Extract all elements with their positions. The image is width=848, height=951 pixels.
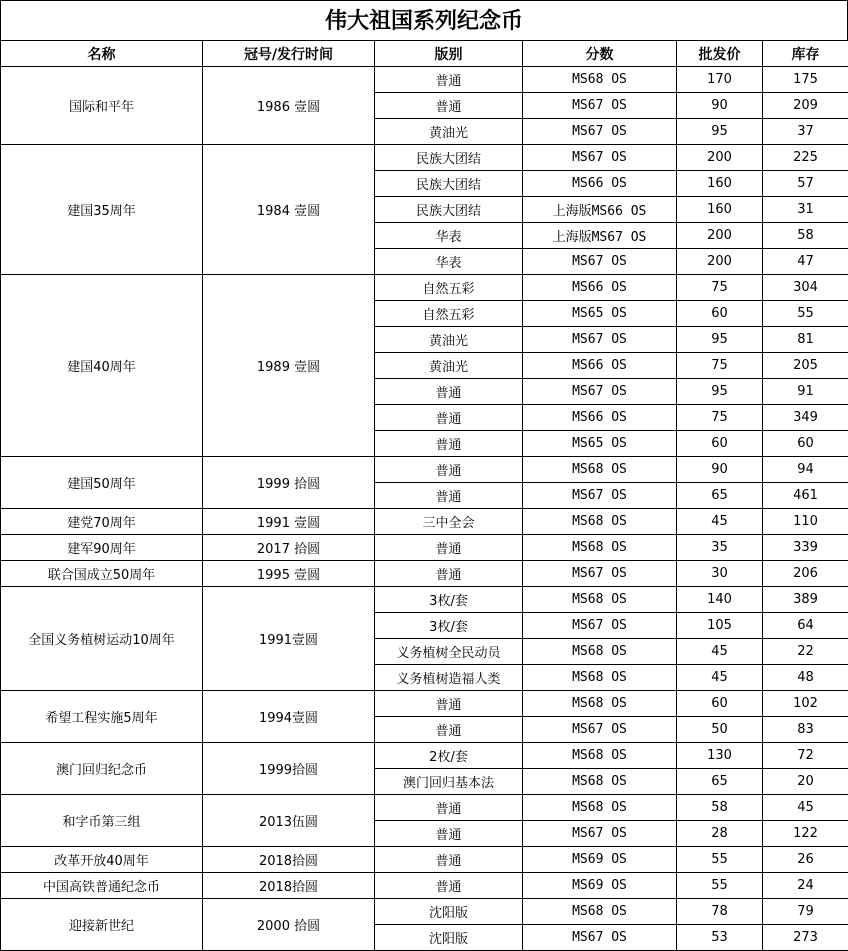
edition-cell[interactable]: 3枚/套: [375, 587, 523, 613]
grade-cell[interactable]: MS68 OS: [523, 769, 677, 795]
grade-cell[interactable]: MS67 OS: [523, 249, 677, 275]
price-cell[interactable]: 30: [677, 561, 763, 587]
price-cell[interactable]: 200: [677, 223, 763, 249]
edition-cell[interactable]: 普通: [375, 561, 523, 587]
grade-cell[interactable]: MS66 OS: [523, 275, 677, 301]
table-row: [1, 587, 848, 613]
price-cell[interactable]: 105: [677, 613, 763, 639]
grade-cell[interactable]: MS68 OS: [523, 743, 677, 769]
edition-cell[interactable]: 沈阳版: [375, 899, 523, 925]
price-cell[interactable]: 95: [677, 327, 763, 353]
edition-cell[interactable]: 普通: [375, 405, 523, 431]
stock-cell[interactable]: 72: [763, 743, 848, 769]
grade-cell[interactable]: MS65 OS: [523, 431, 677, 457]
header-issue: 冠号/发行时间: [203, 41, 375, 67]
stock-cell[interactable]: 206: [763, 561, 848, 587]
stock-cell[interactable]: 60: [763, 431, 848, 457]
stock-cell[interactable]: 461: [763, 483, 848, 509]
coin-name-cell[interactable]: 建国50周年: [1, 457, 203, 509]
table-row: [1, 145, 848, 171]
edition-cell[interactable]: 普通: [375, 483, 523, 509]
issue-cell[interactable]: 2017 拾圆: [203, 535, 375, 561]
stock-cell[interactable]: 389: [763, 587, 848, 613]
grade-cell[interactable]: MS67 OS: [523, 821, 677, 847]
stock-cell[interactable]: 122: [763, 821, 848, 847]
price-cell[interactable]: 58: [677, 795, 763, 821]
table-row: [1, 691, 848, 717]
stock-cell[interactable]: 79: [763, 899, 848, 925]
stock-cell[interactable]: 304: [763, 275, 848, 301]
price-cell[interactable]: 65: [677, 483, 763, 509]
stock-cell[interactable]: 24: [763, 873, 848, 899]
edition-cell[interactable]: 2枚/套: [375, 743, 523, 769]
grade-cell[interactable]: MS67 OS: [523, 119, 677, 145]
grade-cell[interactable]: MS66 OS: [523, 353, 677, 379]
edition-cell[interactable]: 华表: [375, 223, 523, 249]
edition-cell[interactable]: 民族大团结: [375, 145, 523, 171]
table-row: [1, 457, 848, 483]
coin-name-cell[interactable]: 全国义务植树运动10周年: [1, 587, 203, 691]
grade-cell[interactable]: MS67 OS: [523, 717, 677, 743]
issue-cell[interactable]: 2018拾圆: [203, 847, 375, 873]
stock-cell[interactable]: 102: [763, 691, 848, 717]
issue-cell[interactable]: 2018拾圆: [203, 873, 375, 899]
table-row: [1, 899, 848, 925]
table-row: [1, 509, 848, 535]
price-cell[interactable]: 45: [677, 509, 763, 535]
coin-name-cell[interactable]: 国际和平年: [1, 67, 203, 145]
grade-cell[interactable]: MS67 OS: [523, 93, 677, 119]
grade-cell[interactable]: MS66 OS: [523, 405, 677, 431]
grade-cell[interactable]: MS67 OS: [523, 925, 677, 951]
price-cell[interactable]: 90: [677, 457, 763, 483]
edition-cell[interactable]: 3枚/套: [375, 613, 523, 639]
table-row: [1, 275, 848, 301]
grade-cell[interactable]: MS68 OS: [523, 509, 677, 535]
issue-cell[interactable]: 1991 壹圆: [203, 509, 375, 535]
table-row: [1, 561, 848, 587]
grade-cell[interactable]: MS67 OS: [523, 561, 677, 587]
stock-cell[interactable]: 349: [763, 405, 848, 431]
price-cell[interactable]: 60: [677, 301, 763, 327]
coin-name-cell[interactable]: 建国35周年: [1, 145, 203, 275]
coin-name-cell[interactable]: 澳门回归纪念币: [1, 743, 203, 795]
grade-cell[interactable]: MS68 OS: [523, 639, 677, 665]
issue-cell[interactable]: 1989 壹圆: [203, 275, 375, 457]
issue-cell[interactable]: 1984 壹圆: [203, 145, 375, 275]
price-cell[interactable]: 160: [677, 171, 763, 197]
issue-cell[interactable]: 1991壹圆: [203, 587, 375, 691]
edition-cell[interactable]: 普通: [375, 795, 523, 821]
price-cell[interactable]: 78: [677, 899, 763, 925]
coin-name-cell[interactable]: 建国40周年: [1, 275, 203, 457]
price-cell[interactable]: 45: [677, 665, 763, 691]
stock-cell[interactable]: 31: [763, 197, 848, 223]
grade-cell[interactable]: MS66 OS: [523, 171, 677, 197]
stock-cell[interactable]: 273: [763, 925, 848, 951]
stock-cell[interactable]: 225: [763, 145, 848, 171]
stock-cell[interactable]: 83: [763, 717, 848, 743]
grade-cell[interactable]: MS67 OS: [523, 613, 677, 639]
edition-cell[interactable]: 普通: [375, 821, 523, 847]
price-cell[interactable]: 55: [677, 873, 763, 899]
price-cell[interactable]: 170: [677, 67, 763, 93]
grade-cell[interactable]: MS67 OS: [523, 379, 677, 405]
stock-cell[interactable]: 37: [763, 119, 848, 145]
stock-cell[interactable]: 58: [763, 223, 848, 249]
grade-cell[interactable]: MS68 OS: [523, 899, 677, 925]
edition-cell[interactable]: 澳门回归基本法: [375, 769, 523, 795]
table-row: [1, 847, 848, 873]
edition-cell[interactable]: 普通: [375, 431, 523, 457]
table-row: [1, 535, 848, 561]
edition-cell[interactable]: 自然五彩: [375, 301, 523, 327]
price-cell[interactable]: 60: [677, 431, 763, 457]
table-row: [1, 873, 848, 899]
stock-cell[interactable]: 209: [763, 93, 848, 119]
edition-cell[interactable]: 普通: [375, 379, 523, 405]
stock-cell[interactable]: 205: [763, 353, 848, 379]
price-cell[interactable]: 45: [677, 639, 763, 665]
stock-cell[interactable]: 57: [763, 171, 848, 197]
grade-cell[interactable]: MS68 OS: [523, 587, 677, 613]
grade-cell[interactable]: MS68 OS: [523, 795, 677, 821]
edition-cell[interactable]: 民族大团结: [375, 197, 523, 223]
edition-cell[interactable]: 黄油光: [375, 119, 523, 145]
price-cell[interactable]: 75: [677, 353, 763, 379]
table-row: [1, 743, 848, 769]
edition-cell[interactable]: 华表: [375, 249, 523, 275]
issue-cell[interactable]: 1986 壹圆: [203, 67, 375, 145]
edition-cell[interactable]: 普通: [375, 873, 523, 899]
grade-cell[interactable]: MS68 OS: [523, 535, 677, 561]
stock-cell[interactable]: 339: [763, 535, 848, 561]
edition-cell[interactable]: 义务植树全民动员: [375, 639, 523, 665]
price-cell[interactable]: 50: [677, 717, 763, 743]
edition-cell[interactable]: 黄油光: [375, 353, 523, 379]
issue-cell[interactable]: 2013伍圆: [203, 795, 375, 847]
stock-cell[interactable]: 20: [763, 769, 848, 795]
edition-cell[interactable]: 自然五彩: [375, 275, 523, 301]
grade-cell[interactable]: MS67 OS: [523, 327, 677, 353]
header-stock: 库存: [763, 41, 848, 67]
stock-cell[interactable]: 94: [763, 457, 848, 483]
coin-table: [0, 40, 848, 951]
header-grade: 分数: [523, 41, 677, 67]
edition-cell[interactable]: 义务植树造福人类: [375, 665, 523, 691]
price-cell[interactable]: 35: [677, 535, 763, 561]
table-body: [1, 67, 848, 951]
table-row: [1, 67, 848, 93]
price-cell[interactable]: 60: [677, 691, 763, 717]
edition-cell[interactable]: 普通: [375, 847, 523, 873]
grade-cell[interactable]: MS68 OS: [523, 691, 677, 717]
stock-cell[interactable]: 55: [763, 301, 848, 327]
edition-cell[interactable]: 黄油光: [375, 327, 523, 353]
grade-cell[interactable]: 上海版MS66 OS: [523, 197, 677, 223]
issue-cell[interactable]: 2000 拾圆: [203, 899, 375, 951]
header-edition: 版别: [375, 41, 523, 67]
edition-cell[interactable]: 普通: [375, 717, 523, 743]
coin-name-cell[interactable]: 建军90周年: [1, 535, 203, 561]
price-cell[interactable]: 28: [677, 821, 763, 847]
grade-cell[interactable]: 上海版MS67 OS: [523, 223, 677, 249]
stock-cell[interactable]: 81: [763, 327, 848, 353]
coin-name-cell[interactable]: 迎接新世纪: [1, 899, 203, 951]
grade-cell[interactable]: MS65 OS: [523, 301, 677, 327]
price-cell[interactable]: 160: [677, 197, 763, 223]
header-row: [1, 41, 848, 67]
grade-cell[interactable]: MS67 OS: [523, 145, 677, 171]
grade-cell[interactable]: MS68 OS: [523, 457, 677, 483]
edition-cell[interactable]: 普通: [375, 691, 523, 717]
issue-cell[interactable]: 1999 拾圆: [203, 457, 375, 509]
stock-cell[interactable]: 175: [763, 67, 848, 93]
coin-name-cell[interactable]: 建党70周年: [1, 509, 203, 535]
table-row: [1, 795, 848, 821]
price-cell[interactable]: 200: [677, 249, 763, 275]
grade-cell[interactable]: MS69 OS: [523, 847, 677, 873]
edition-cell[interactable]: 沈阳版: [375, 925, 523, 951]
price-cell[interactable]: 75: [677, 275, 763, 301]
price-cell[interactable]: 75: [677, 405, 763, 431]
grade-cell[interactable]: MS68 OS: [523, 665, 677, 691]
issue-cell[interactable]: 1999拾圆: [203, 743, 375, 795]
edition-cell[interactable]: 普通: [375, 67, 523, 93]
price-cell[interactable]: 140: [677, 587, 763, 613]
header-price: 批发价: [677, 41, 763, 67]
grade-cell[interactable]: MS69 OS: [523, 873, 677, 899]
stock-cell[interactable]: 22: [763, 639, 848, 665]
stock-cell[interactable]: 26: [763, 847, 848, 873]
stock-cell[interactable]: 64: [763, 613, 848, 639]
coin-name-cell[interactable]: 联合国成立50周年: [1, 561, 203, 587]
grade-cell[interactable]: MS67 OS: [523, 483, 677, 509]
coin-name-cell[interactable]: 和字币第三组: [1, 795, 203, 847]
price-cell[interactable]: 95: [677, 379, 763, 405]
price-cell[interactable]: 90: [677, 93, 763, 119]
price-cell[interactable]: 53: [677, 925, 763, 951]
coin-name-cell[interactable]: 中国高铁普通纪念币: [1, 873, 203, 899]
price-cell[interactable]: 95: [677, 119, 763, 145]
header-name: 名称: [1, 41, 203, 67]
stock-cell[interactable]: 47: [763, 249, 848, 275]
table-title: 伟大祖国系列纪念币: [0, 0, 848, 40]
edition-cell[interactable]: 三中全会: [375, 509, 523, 535]
coin-name-cell[interactable]: 改革开放40周年: [1, 847, 203, 873]
stock-cell[interactable]: 91: [763, 379, 848, 405]
price-cell[interactable]: 65: [677, 769, 763, 795]
price-cell[interactable]: 200: [677, 145, 763, 171]
stock-cell[interactable]: 45: [763, 795, 848, 821]
edition-cell[interactable]: 普通: [375, 535, 523, 561]
issue-cell[interactable]: 1995 壹圆: [203, 561, 375, 587]
grade-cell[interactable]: MS68 OS: [523, 67, 677, 93]
issue-cell[interactable]: 1994壹圆: [203, 691, 375, 743]
coin-name-cell[interactable]: 希望工程实施5周年: [1, 691, 203, 743]
edition-cell[interactable]: 普通: [375, 93, 523, 119]
edition-cell[interactable]: 民族大团结: [375, 171, 523, 197]
stock-cell[interactable]: 110: [763, 509, 848, 535]
stock-cell[interactable]: 48: [763, 665, 848, 691]
edition-cell[interactable]: 普通: [375, 457, 523, 483]
price-cell[interactable]: 55: [677, 847, 763, 873]
price-cell[interactable]: 130: [677, 743, 763, 769]
